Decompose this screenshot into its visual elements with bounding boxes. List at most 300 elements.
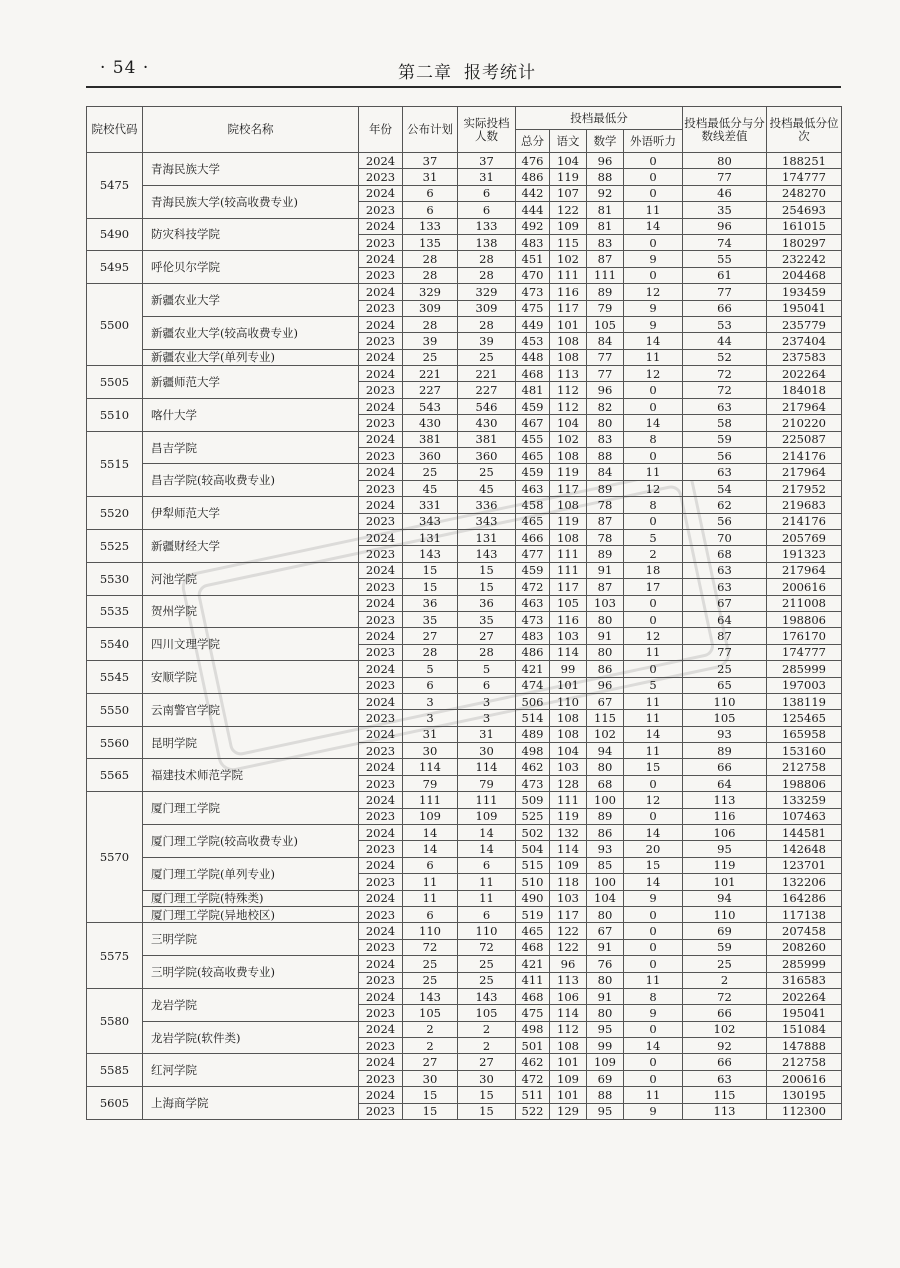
chinese-score-cell: 103 xyxy=(550,628,587,644)
total-score-cell: 453 xyxy=(516,333,550,349)
program-name-cell: 新疆农业大学 xyxy=(143,284,359,317)
year-cell: 2024 xyxy=(359,398,403,414)
table-row xyxy=(87,1087,842,1103)
math-score-cell: 99 xyxy=(587,1038,624,1054)
plan-cell: 15 xyxy=(403,562,458,578)
plan-cell: 329 xyxy=(403,284,458,300)
year-cell: 2023 xyxy=(359,644,403,660)
score-diff-cell: 63 xyxy=(683,398,767,414)
rank-cell: 195041 xyxy=(767,300,842,316)
total-score-cell: 472 xyxy=(516,1070,550,1086)
listening-score-cell: 15 xyxy=(624,857,683,873)
listening-score-cell: 20 xyxy=(624,841,683,857)
actual-cell: 39 xyxy=(458,333,516,349)
chinese-score-cell: 96 xyxy=(550,956,587,972)
score-diff-cell: 95 xyxy=(683,841,767,857)
score-diff-cell: 59 xyxy=(683,939,767,955)
admission-score-table xyxy=(86,106,842,1120)
year-cell: 2023 xyxy=(359,546,403,562)
plan-cell: 39 xyxy=(403,333,458,349)
plan-cell: 6 xyxy=(403,906,458,922)
math-score-cell: 91 xyxy=(587,988,624,1004)
running-header xyxy=(86,58,841,84)
school-code-cell: 5585 xyxy=(87,1054,143,1087)
listening-score-cell: 0 xyxy=(624,398,683,414)
score-diff-cell: 110 xyxy=(683,906,767,922)
math-score-cell: 109 xyxy=(587,1054,624,1070)
rank-cell: 248270 xyxy=(767,185,842,201)
chapter-heading xyxy=(398,58,548,83)
program-name-cell: 新疆财经大学 xyxy=(143,529,359,562)
score-diff-cell: 58 xyxy=(683,415,767,431)
rank-cell: 153160 xyxy=(767,743,842,759)
score-diff-cell: 64 xyxy=(683,775,767,791)
actual-cell: 30 xyxy=(458,1070,516,1086)
score-diff-cell: 106 xyxy=(683,825,767,841)
year-cell: 2024 xyxy=(359,792,403,808)
listening-score-cell: 12 xyxy=(624,480,683,496)
score-diff-cell: 92 xyxy=(683,1038,767,1054)
chinese-score-cell: 112 xyxy=(550,382,587,398)
listening-score-cell: 9 xyxy=(624,316,683,332)
actual-cell: 109 xyxy=(458,808,516,824)
rank-cell: 133259 xyxy=(767,792,842,808)
table-row xyxy=(87,529,842,545)
math-score-cell: 80 xyxy=(587,415,624,431)
total-score-cell: 519 xyxy=(516,906,550,922)
total-score-cell: 459 xyxy=(516,398,550,414)
total-score-cell: 421 xyxy=(516,956,550,972)
school-code-cell: 5520 xyxy=(87,497,143,530)
plan-cell: 15 xyxy=(403,1103,458,1119)
table-row xyxy=(87,251,842,267)
math-score-cell: 68 xyxy=(587,775,624,791)
rank-cell: 138119 xyxy=(767,693,842,709)
school-code-cell: 5540 xyxy=(87,628,143,661)
listening-score-cell: 15 xyxy=(624,759,683,775)
table-row xyxy=(87,497,842,513)
year-cell: 2023 xyxy=(359,382,403,398)
chinese-score-cell: 109 xyxy=(550,218,587,234)
year-cell: 2024 xyxy=(359,825,403,841)
rank-cell: 125465 xyxy=(767,710,842,726)
total-score-cell: 470 xyxy=(516,267,550,283)
program-name-cell: 新疆农业大学(单列专业) xyxy=(143,349,359,365)
year-cell: 2024 xyxy=(359,923,403,939)
school-code-cell: 5495 xyxy=(87,251,143,284)
year-cell: 2024 xyxy=(359,185,403,201)
actual-cell: 28 xyxy=(458,251,516,267)
total-score-cell: 463 xyxy=(516,480,550,496)
actual-cell: 11 xyxy=(458,874,516,890)
table-row xyxy=(87,316,842,332)
table-row xyxy=(87,906,842,922)
listening-score-cell: 14 xyxy=(624,218,683,234)
math-score-cell: 96 xyxy=(587,382,624,398)
score-diff-cell: 80 xyxy=(683,153,767,169)
score-diff-cell: 56 xyxy=(683,448,767,464)
actual-cell: 6 xyxy=(458,677,516,693)
math-score-cell: 94 xyxy=(587,743,624,759)
listening-score-cell: 11 xyxy=(624,464,683,480)
actual-cell: 31 xyxy=(458,169,516,185)
chinese-score-cell: 117 xyxy=(550,300,587,316)
col-min-score-group-header: 投档最低分 xyxy=(516,107,683,130)
rank-cell: 211008 xyxy=(767,595,842,611)
year-cell: 2023 xyxy=(359,906,403,922)
actual-cell: 25 xyxy=(458,349,516,365)
math-score-cell: 105 xyxy=(587,316,624,332)
school-code-cell: 5510 xyxy=(87,398,143,431)
table-row xyxy=(87,628,842,644)
math-score-cell: 69 xyxy=(587,1070,624,1086)
listening-score-cell: 12 xyxy=(624,284,683,300)
score-diff-cell: 119 xyxy=(683,857,767,873)
listening-score-cell: 0 xyxy=(624,1054,683,1070)
plan-cell: 79 xyxy=(403,775,458,791)
chinese-score-cell: 114 xyxy=(550,1005,587,1021)
score-diff-cell: 25 xyxy=(683,956,767,972)
listening-score-cell: 0 xyxy=(624,1070,683,1086)
listening-score-cell: 0 xyxy=(624,939,683,955)
listening-score-cell: 11 xyxy=(624,743,683,759)
actual-cell: 5 xyxy=(458,661,516,677)
actual-cell: 110 xyxy=(458,923,516,939)
rank-cell: 130195 xyxy=(767,1087,842,1103)
chinese-score-cell: 111 xyxy=(550,792,587,808)
rank-cell: 174777 xyxy=(767,169,842,185)
plan-cell: 143 xyxy=(403,988,458,1004)
score-diff-cell: 61 xyxy=(683,267,767,283)
math-score-cell: 87 xyxy=(587,251,624,267)
score-diff-cell: 54 xyxy=(683,480,767,496)
chinese-score-cell: 109 xyxy=(550,857,587,873)
total-score-cell: 476 xyxy=(516,153,550,169)
actual-cell: 27 xyxy=(458,628,516,644)
school-code-cell: 5570 xyxy=(87,792,143,923)
listening-score-cell: 9 xyxy=(624,890,683,906)
chinese-score-cell: 108 xyxy=(550,726,587,742)
listening-score-cell: 0 xyxy=(624,267,683,283)
program-name-cell: 喀什大学 xyxy=(143,398,359,431)
actual-cell: 28 xyxy=(458,644,516,660)
year-cell: 2024 xyxy=(359,464,403,480)
program-name-cell: 三明学院(较高收费专业) xyxy=(143,956,359,989)
rank-cell: 161015 xyxy=(767,218,842,234)
plan-cell: 27 xyxy=(403,1054,458,1070)
rank-cell: 197003 xyxy=(767,677,842,693)
math-score-cell: 89 xyxy=(587,808,624,824)
math-score-cell: 96 xyxy=(587,677,624,693)
year-cell: 2023 xyxy=(359,234,403,250)
math-score-cell: 82 xyxy=(587,398,624,414)
math-score-cell: 91 xyxy=(587,628,624,644)
rank-cell: 191323 xyxy=(767,546,842,562)
score-diff-cell: 77 xyxy=(683,644,767,660)
chapter-label: 第二章 xyxy=(398,63,452,83)
math-score-cell: 115 xyxy=(587,710,624,726)
listening-score-cell: 0 xyxy=(624,169,683,185)
score-diff-cell: 70 xyxy=(683,529,767,545)
score-diff-cell: 102 xyxy=(683,1021,767,1037)
listening-score-cell: 14 xyxy=(624,726,683,742)
chinese-score-cell: 110 xyxy=(550,693,587,709)
math-score-cell: 80 xyxy=(587,644,624,660)
score-diff-cell: 68 xyxy=(683,546,767,562)
plan-cell: 14 xyxy=(403,825,458,841)
col-actual-header: 实际投档人数 xyxy=(458,107,516,153)
listening-score-cell: 9 xyxy=(624,300,683,316)
chinese-score-cell: 104 xyxy=(550,153,587,169)
score-diff-cell: 63 xyxy=(683,562,767,578)
math-score-cell: 80 xyxy=(587,611,624,627)
plan-cell: 343 xyxy=(403,513,458,529)
total-score-cell: 463 xyxy=(516,595,550,611)
math-score-cell: 100 xyxy=(587,792,624,808)
year-cell: 2023 xyxy=(359,1038,403,1054)
year-cell: 2023 xyxy=(359,202,403,218)
chinese-score-cell: 129 xyxy=(550,1103,587,1119)
total-score-cell: 444 xyxy=(516,202,550,218)
actual-cell: 360 xyxy=(458,448,516,464)
school-code-cell: 5550 xyxy=(87,693,143,726)
year-cell: 2023 xyxy=(359,677,403,693)
plan-cell: 15 xyxy=(403,579,458,595)
score-diff-cell: 113 xyxy=(683,792,767,808)
actual-cell: 79 xyxy=(458,775,516,791)
rank-cell: 235779 xyxy=(767,316,842,332)
math-score-cell: 85 xyxy=(587,857,624,873)
plan-cell: 37 xyxy=(403,153,458,169)
table-row xyxy=(87,857,842,873)
year-cell: 2023 xyxy=(359,775,403,791)
plan-cell: 381 xyxy=(403,431,458,447)
plan-cell: 6 xyxy=(403,677,458,693)
chinese-score-cell: 108 xyxy=(550,333,587,349)
program-name-cell: 昌吉学院 xyxy=(143,431,359,464)
page-number: · 54 · xyxy=(100,58,150,78)
chinese-score-cell: 113 xyxy=(550,366,587,382)
listening-score-cell: 12 xyxy=(624,628,683,644)
listening-score-cell: 9 xyxy=(624,251,683,267)
math-score-cell: 67 xyxy=(587,923,624,939)
year-cell: 2024 xyxy=(359,759,403,775)
school-code-cell: 5475 xyxy=(87,153,143,219)
score-diff-cell: 113 xyxy=(683,1103,767,1119)
actual-cell: 30 xyxy=(458,743,516,759)
year-cell: 2024 xyxy=(359,366,403,382)
math-score-cell: 77 xyxy=(587,349,624,365)
year-cell: 2023 xyxy=(359,300,403,316)
math-score-cell: 89 xyxy=(587,284,624,300)
year-cell: 2024 xyxy=(359,857,403,873)
rank-cell: 202264 xyxy=(767,988,842,1004)
rank-cell: 188251 xyxy=(767,153,842,169)
math-score-cell: 89 xyxy=(587,480,624,496)
listening-score-cell: 5 xyxy=(624,529,683,545)
year-cell: 2024 xyxy=(359,726,403,742)
chinese-score-cell: 128 xyxy=(550,775,587,791)
table-row xyxy=(87,825,842,841)
rank-cell: 151084 xyxy=(767,1021,842,1037)
math-score-cell: 78 xyxy=(587,497,624,513)
program-name-cell: 青海民族大学 xyxy=(143,153,359,186)
total-score-cell: 498 xyxy=(516,1021,550,1037)
program-name-cell: 伊犁师范大学 xyxy=(143,497,359,530)
actual-cell: 36 xyxy=(458,595,516,611)
total-score-cell: 473 xyxy=(516,775,550,791)
plan-cell: 30 xyxy=(403,743,458,759)
math-score-cell: 93 xyxy=(587,841,624,857)
plan-cell: 6 xyxy=(403,857,458,873)
chinese-score-cell: 108 xyxy=(550,1038,587,1054)
total-score-cell: 486 xyxy=(516,644,550,660)
math-score-cell: 92 xyxy=(587,185,624,201)
actual-cell: 37 xyxy=(458,153,516,169)
program-name-cell: 贺州学院 xyxy=(143,595,359,628)
math-score-cell: 95 xyxy=(587,1021,624,1037)
score-diff-cell: 52 xyxy=(683,349,767,365)
rank-cell: 219683 xyxy=(767,497,842,513)
total-score-cell: 509 xyxy=(516,792,550,808)
score-diff-cell: 77 xyxy=(683,284,767,300)
table-row xyxy=(87,792,842,808)
rank-cell: 123701 xyxy=(767,857,842,873)
total-score-cell: 514 xyxy=(516,710,550,726)
year-cell: 2023 xyxy=(359,743,403,759)
total-score-cell: 468 xyxy=(516,939,550,955)
col-diff-header: 投档最低分与分数线差值 xyxy=(683,107,767,153)
school-code-cell: 5545 xyxy=(87,661,143,694)
actual-cell: 329 xyxy=(458,284,516,300)
listening-score-cell: 14 xyxy=(624,825,683,841)
actual-cell: 131 xyxy=(458,529,516,545)
table-row xyxy=(87,956,842,972)
rank-cell: 237583 xyxy=(767,349,842,365)
rank-cell: 225087 xyxy=(767,431,842,447)
total-score-cell: 449 xyxy=(516,316,550,332)
actual-cell: 11 xyxy=(458,890,516,906)
math-score-cell: 87 xyxy=(587,579,624,595)
chinese-score-cell: 105 xyxy=(550,595,587,611)
plan-cell: 25 xyxy=(403,956,458,972)
table-row xyxy=(87,562,842,578)
math-score-cell: 80 xyxy=(587,972,624,988)
program-name-cell: 龙岩学院(软件类) xyxy=(143,1021,359,1054)
score-diff-cell: 74 xyxy=(683,234,767,250)
year-cell: 2024 xyxy=(359,1087,403,1103)
plan-cell: 15 xyxy=(403,1087,458,1103)
actual-cell: 25 xyxy=(458,464,516,480)
year-cell: 2023 xyxy=(359,611,403,627)
plan-cell: 6 xyxy=(403,185,458,201)
score-diff-cell: 63 xyxy=(683,464,767,480)
total-score-cell: 511 xyxy=(516,1087,550,1103)
col-math-header: 数学 xyxy=(587,130,624,153)
total-score-cell: 483 xyxy=(516,628,550,644)
chinese-score-cell: 104 xyxy=(550,415,587,431)
total-score-cell: 501 xyxy=(516,1038,550,1054)
score-diff-cell: 56 xyxy=(683,513,767,529)
total-score-cell: 477 xyxy=(516,546,550,562)
listening-score-cell: 9 xyxy=(624,1005,683,1021)
score-diff-cell: 55 xyxy=(683,251,767,267)
table-body xyxy=(87,153,842,1120)
chinese-score-cell: 122 xyxy=(550,939,587,955)
total-score-cell: 468 xyxy=(516,366,550,382)
year-cell: 2024 xyxy=(359,529,403,545)
year-cell: 2024 xyxy=(359,562,403,578)
year-cell: 2023 xyxy=(359,169,403,185)
plan-cell: 28 xyxy=(403,267,458,283)
actual-cell: 28 xyxy=(458,267,516,283)
score-diff-cell: 66 xyxy=(683,759,767,775)
plan-cell: 131 xyxy=(403,529,458,545)
chinese-score-cell: 114 xyxy=(550,644,587,660)
plan-cell: 31 xyxy=(403,726,458,742)
score-diff-cell: 2 xyxy=(683,972,767,988)
year-cell: 2023 xyxy=(359,267,403,283)
listening-score-cell: 14 xyxy=(624,1038,683,1054)
chinese-score-cell: 116 xyxy=(550,611,587,627)
rank-cell: 144581 xyxy=(767,825,842,841)
chinese-score-cell: 122 xyxy=(550,923,587,939)
school-code-cell: 5505 xyxy=(87,366,143,399)
plan-cell: 72 xyxy=(403,939,458,955)
score-diff-cell: 72 xyxy=(683,382,767,398)
school-code-cell: 5530 xyxy=(87,562,143,595)
math-score-cell: 80 xyxy=(587,906,624,922)
plan-cell: 28 xyxy=(403,251,458,267)
score-diff-cell: 63 xyxy=(683,1070,767,1086)
chinese-score-cell: 101 xyxy=(550,677,587,693)
score-diff-cell: 89 xyxy=(683,743,767,759)
school-code-cell: 5490 xyxy=(87,218,143,251)
plan-cell: 36 xyxy=(403,595,458,611)
program-name-cell: 福建技术师范学院 xyxy=(143,759,359,792)
chinese-score-cell: 111 xyxy=(550,267,587,283)
total-score-cell: 448 xyxy=(516,349,550,365)
listening-score-cell: 8 xyxy=(624,431,683,447)
plan-cell: 430 xyxy=(403,415,458,431)
plan-cell: 331 xyxy=(403,497,458,513)
actual-cell: 381 xyxy=(458,431,516,447)
rank-cell: 184018 xyxy=(767,382,842,398)
actual-cell: 546 xyxy=(458,398,516,414)
listening-score-cell: 0 xyxy=(624,611,683,627)
score-diff-cell: 87 xyxy=(683,628,767,644)
rank-cell: 200616 xyxy=(767,1070,842,1086)
plan-cell: 28 xyxy=(403,316,458,332)
year-cell: 2023 xyxy=(359,415,403,431)
chinese-score-cell: 103 xyxy=(550,890,587,906)
chinese-score-cell: 102 xyxy=(550,251,587,267)
school-code-cell: 5515 xyxy=(87,431,143,497)
listening-score-cell: 0 xyxy=(624,382,683,398)
year-cell: 2023 xyxy=(359,1070,403,1086)
actual-cell: 14 xyxy=(458,841,516,857)
plan-cell: 227 xyxy=(403,382,458,398)
chinese-score-cell: 102 xyxy=(550,431,587,447)
listening-score-cell: 11 xyxy=(624,693,683,709)
program-name-cell: 四川文理学院 xyxy=(143,628,359,661)
table-row xyxy=(87,1021,842,1037)
rank-cell: 207458 xyxy=(767,923,842,939)
score-diff-cell: 64 xyxy=(683,611,767,627)
plan-cell: 27 xyxy=(403,628,458,644)
plan-cell: 309 xyxy=(403,300,458,316)
actual-cell: 6 xyxy=(458,202,516,218)
